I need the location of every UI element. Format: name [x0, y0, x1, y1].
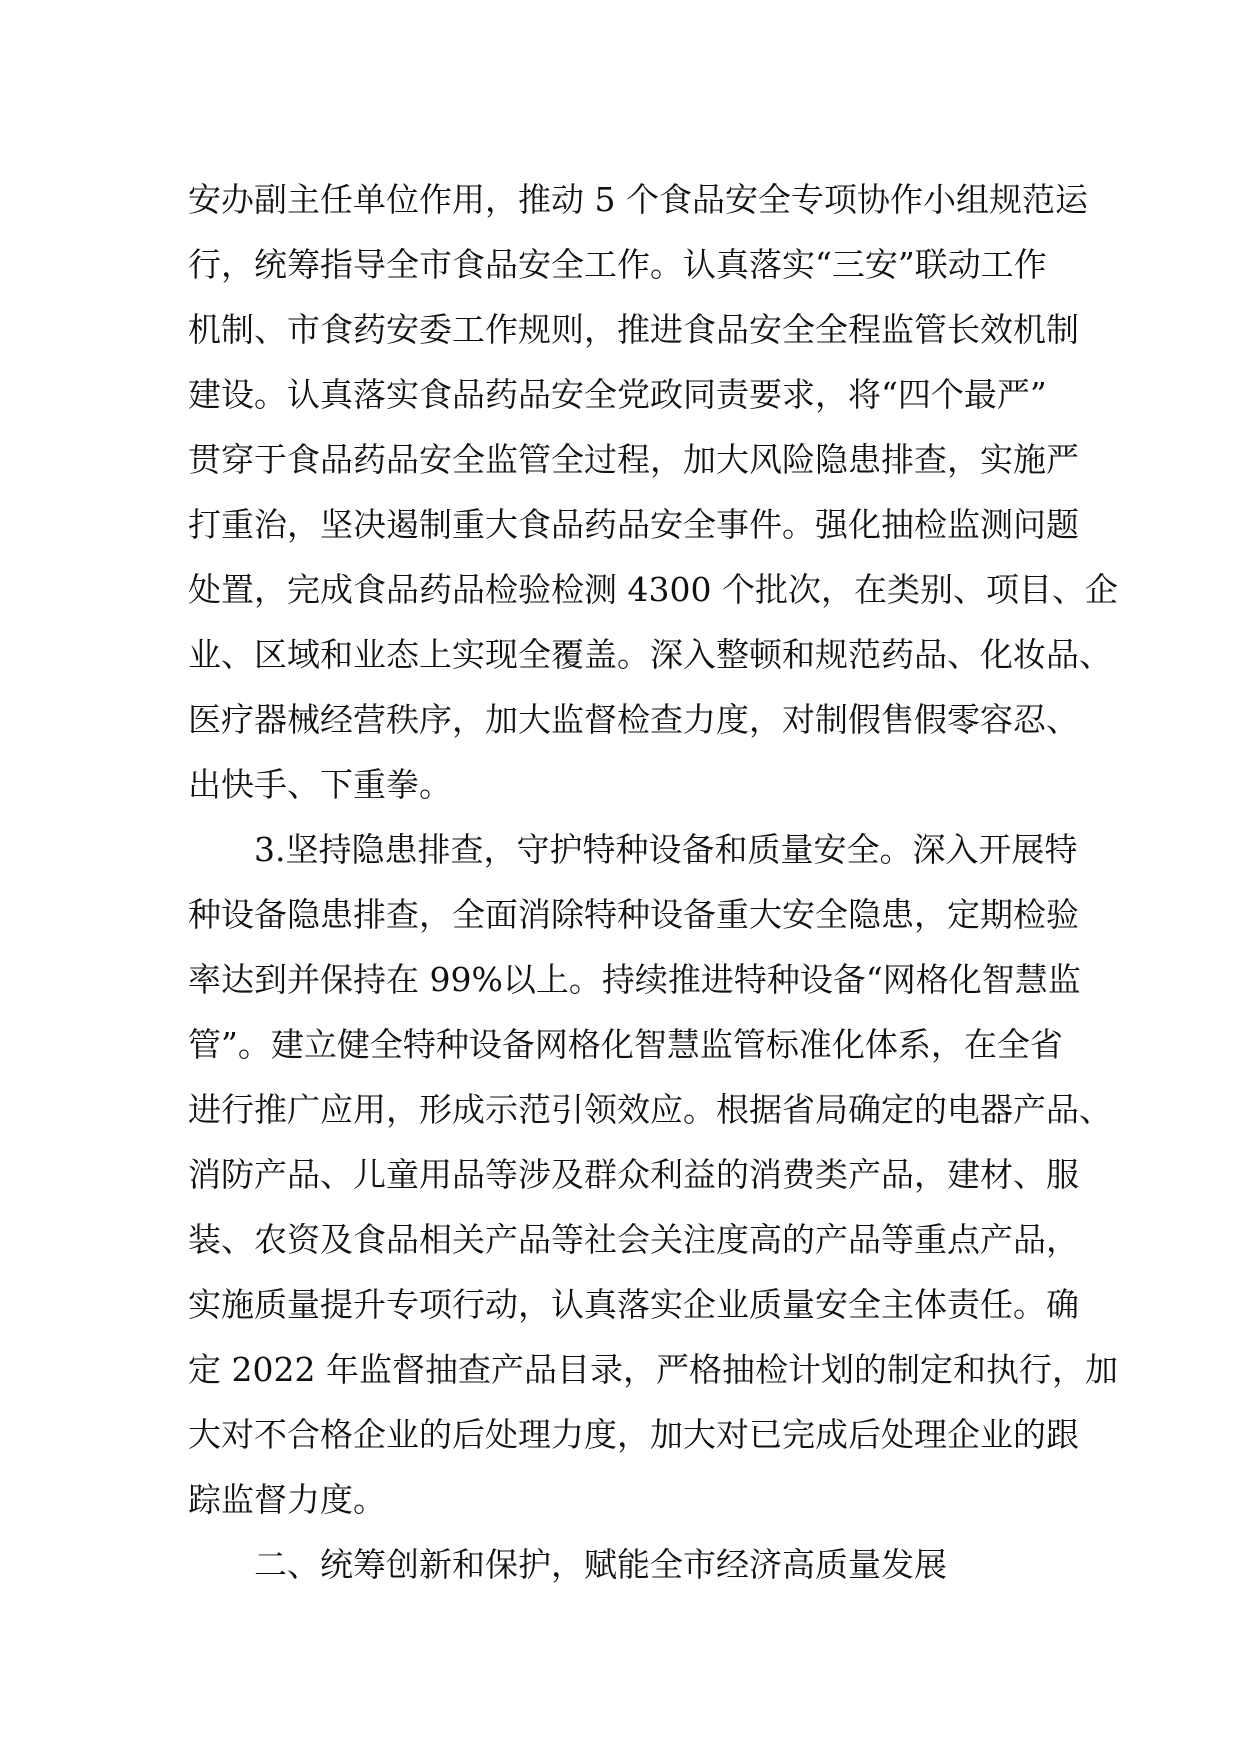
- text-line: 实施质量提升专项行动，认真落实企业质量安全主体责任。确: [188, 1285, 1079, 1324]
- text-line: 定 2022 年监督抽查产品目录，严格抽检计划的制定和执行，加: [188, 1350, 1118, 1389]
- paragraph: [188, 167, 1118, 817]
- text-line: 二、统筹创新和保护，赋能全市经济高质量发展: [254, 1545, 947, 1584]
- text-line: 管”。建立健全特种设备网格化智慧监管标准化体系，在全省: [188, 1025, 1063, 1064]
- text-line: 率达到并保持在 99%以上。持续推进特种设备“网格化智慧监: [188, 960, 1081, 999]
- document-body: [188, 167, 1118, 1597]
- paragraph: [188, 817, 1118, 1532]
- text-line: 贯穿于食品药品安全监管全过程，加大风险隐患排查，实施严: [188, 440, 1079, 479]
- text-line: 出快手、下重拳。: [188, 765, 452, 804]
- text-line: 医疗器械经营秩序，加大监督检查力度，对制假售假零容忍、: [188, 700, 1079, 739]
- text-line: 大对不合格企业的后处理力度，加大对已完成后处理企业的跟: [188, 1415, 1079, 1454]
- text-line: 装、农资及食品相关产品等社会关注度高的产品等重点产品，: [188, 1220, 1079, 1259]
- text-line: 进行推广应用，形成示范引领效应。根据省局确定的电器产品、: [188, 1090, 1112, 1129]
- section-heading: [188, 1532, 1088, 1597]
- text-line: 安办副主任单位作用，推动 5 个食品安全专项协作小组规范运: [188, 180, 1088, 219]
- text-line: 行，统筹指导全市食品安全工作。认真落实“三安”联动工作: [188, 245, 1047, 284]
- text-line: 建设。认真落实食品药品安全党政同责要求，将“四个最严”: [188, 375, 1047, 414]
- text-line: 业、区域和业态上实现全覆盖。深入整顿和规范药品、化妆品、: [188, 635, 1112, 674]
- text-line: 消防产品、儿童用品等涉及群众利益的消费类产品，建材、服: [188, 1155, 1079, 1194]
- text-line: 种设备隐患排查，全面消除特种设备重大安全隐患，定期检验: [188, 895, 1079, 934]
- text-line: 踪监督力度。: [188, 1480, 386, 1519]
- text-line: 处置，完成食品药品检验检测 4300 个批次，在类别、项目、企: [188, 570, 1118, 609]
- text-line: 机制、市食药安委工作规则，推进食品安全全程监管长效机制: [188, 310, 1079, 349]
- text-line: 打重治，坚决遏制重大食品药品安全事件。强化抽检监测问题: [188, 505, 1079, 544]
- text-line: 3.坚持隐患排查，守护特种设备和质量安全。深入开展特: [254, 830, 1078, 869]
